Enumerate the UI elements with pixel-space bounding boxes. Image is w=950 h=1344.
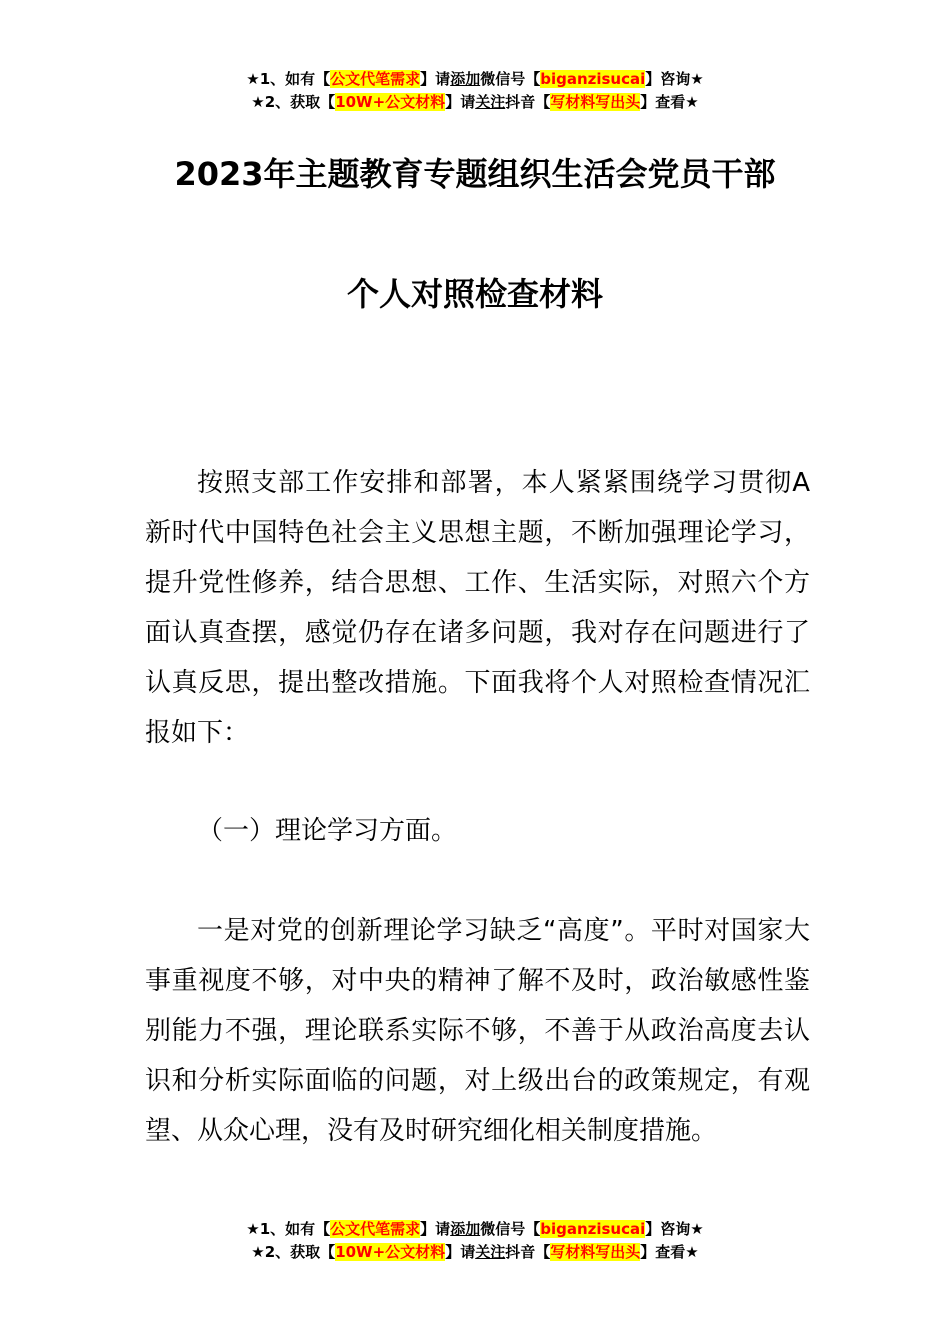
highlight-douyin: 写材料写出头 xyxy=(550,93,641,111)
document-title-line-1: 2023年主题教育专题组织生活会党员干部 xyxy=(174,155,776,193)
intro-paragraph: 按照支部工作安排和部署，本人紧紧围绕学习贯彻A新时代中国特色社会主义思想主题，不断加强理论学习，提升党性修养，结合思想、工作、生活实际，对照六个方面认真查摆，感觉仍存在诸多问题，我对存在问题进行了认真反思，提出整改措施。下面我将个人对照检查情况汇报如下： xyxy=(145,468,810,748)
section-heading-theory-study: （一）理论学习方面。 xyxy=(197,816,458,846)
banner-line-2: ★2、获取【10W+公文材料】请关注抖音【写材料写出头】查看★ xyxy=(251,93,699,111)
highlight-douyin: 写材料写出头 xyxy=(550,1243,641,1261)
highlight-materials: 10W+公文材料 xyxy=(335,93,446,111)
banner-line-1: ★1、如有【公文代笔需求】请添加微信号【biganzisucai】咨询★ xyxy=(246,1220,704,1238)
banner-line-2: ★2、获取【10W+公文材料】请关注抖音【写材料写出头】查看★ xyxy=(251,1243,699,1261)
highlight-wechat-id: biganzisucai xyxy=(540,70,646,88)
banner-line-1: ★1、如有【公文代笔需求】请添加微信号【biganzisucai】咨询★ xyxy=(246,70,704,88)
document-title-line-2: 个人对照检查材料 xyxy=(346,275,603,313)
highlight-materials: 10W+公文材料 xyxy=(335,1243,446,1261)
highlight-ghostwriting: 公文代笔需求 xyxy=(330,1220,421,1238)
footer-banner xyxy=(0,1218,950,1264)
highlight-ghostwriting: 公文代笔需求 xyxy=(330,70,421,88)
section-point-1: 一是对党的创新理论学习缺乏“高度”。平时对国家大事重视度不够，对中央的精神了解不及时，政治敏感性鉴别能力不强，理论联系实际不够，不善于从政治高度去认识和分析实际面临的问题，对上级出台的政策规定，有观望、从众心理，没有及时研究细化相关制度措施。 xyxy=(145,916,810,1146)
highlight-wechat-id: biganzisucai xyxy=(540,1220,646,1238)
header-banner xyxy=(0,68,950,114)
